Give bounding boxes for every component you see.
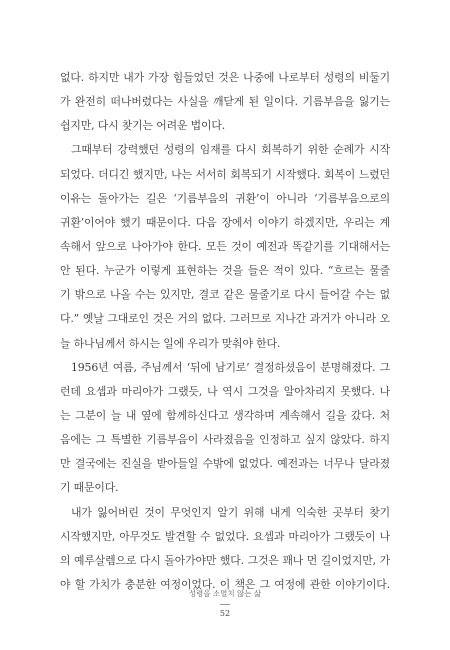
- text-line: 1956년 여름, 주님께서 ‘뒤에 남기로’ 결정하셨음이 분명해졌다. 그: [71, 360, 390, 374]
- text-line: 그때부터 강력했던 성령의 임재를 다시 회복하기 위한 순례가 시작: [71, 143, 390, 157]
- text-line: 속해서 앞으로 나아가야 한다. 모든 것이 예전과 똑같기를 기대해서는: [60, 239, 390, 253]
- page-body: [60, 66, 390, 597]
- page-number: 52: [219, 609, 231, 618]
- footer-divider: [220, 604, 230, 605]
- text-line: 안 된다. 누군가 이렇게 표현하는 것을 들은 적이 있다. “흐르는 물줄: [60, 264, 390, 278]
- text-line: 되었다. 더디긴 했지만, 나는 서서히 회복되기 시작했다. 회복이 느렸던: [60, 167, 390, 181]
- text-line: 는 그분이 늘 내 옆에 함께하신다고 생각하며 계속해서 길을 갔다. 처: [60, 408, 390, 422]
- text-line: 다.” 옛날 그대로인 것은 거의 없다. 그러므로 지나간 과거가 아니라 오: [60, 312, 390, 326]
- running-title: 성령을 소멸치 않는 삶: [188, 589, 262, 598]
- text-line: 쉽지만, 다시 찾기는 어려운 법이다.: [60, 119, 226, 133]
- text-line: 가 완전히 떠나버렸다는 사실을 깨닫게 된 일이다. 기름부음을 잃기는: [60, 95, 390, 109]
- text-line: 만 결국에는 진실을 받아들일 수밖에 없었다. 예전과는 너무나 달라졌: [60, 457, 390, 471]
- text-line: 없다. 하지만 내가 가장 힘들었던 것은 나중에 나로부터 성령의 비둘기: [60, 71, 390, 84]
- text-line: 런데 요셉과 마리아가 그랬듯, 나 역시 그것을 알아차리지 못했다. 나: [60, 384, 390, 398]
- text-line: 이유는 돌아가는 길은 ‘기름부음의 귀환’이 아니라 ‘기름부음으로의: [60, 191, 390, 205]
- text-line: 기 때문이다.: [60, 481, 119, 495]
- text-line: 시작했지만, 아무것도 발견할 수 없었다. 요셉과 마리아가 그랬듯이 나: [60, 529, 390, 543]
- text-line: 내가 잃어버린 것이 무엇인지 알기 위해 내게 익숙한 곳부터 찾기: [71, 505, 390, 519]
- text-line: 의 예루살렘으로 다시 돌아가야만 했다. 그것은 꽤나 먼 길이었지만, 가: [60, 553, 390, 567]
- text-line: 늘 하나님께서 하시는 일에 우리가 맞춰야 한다.: [60, 336, 281, 350]
- text-line: 야 할 가치가 충분한 여정이었다. 이 책은 그 여정에 관한 이야기이다.: [60, 577, 390, 591]
- text-line: 기 밖으로 나올 수는 있지만, 결코 같은 물줄기로 다시 들어갈 수는 없: [60, 288, 390, 302]
- text-line: 귀환’이어야 했기 때문이다. 다음 장에서 이야기 하겠지만, 우리는 계: [60, 215, 390, 229]
- text-line: 음에는 그 특별한 기름부음이 사라졌음을 인정하고 싶지 않았다. 하지: [60, 433, 390, 447]
